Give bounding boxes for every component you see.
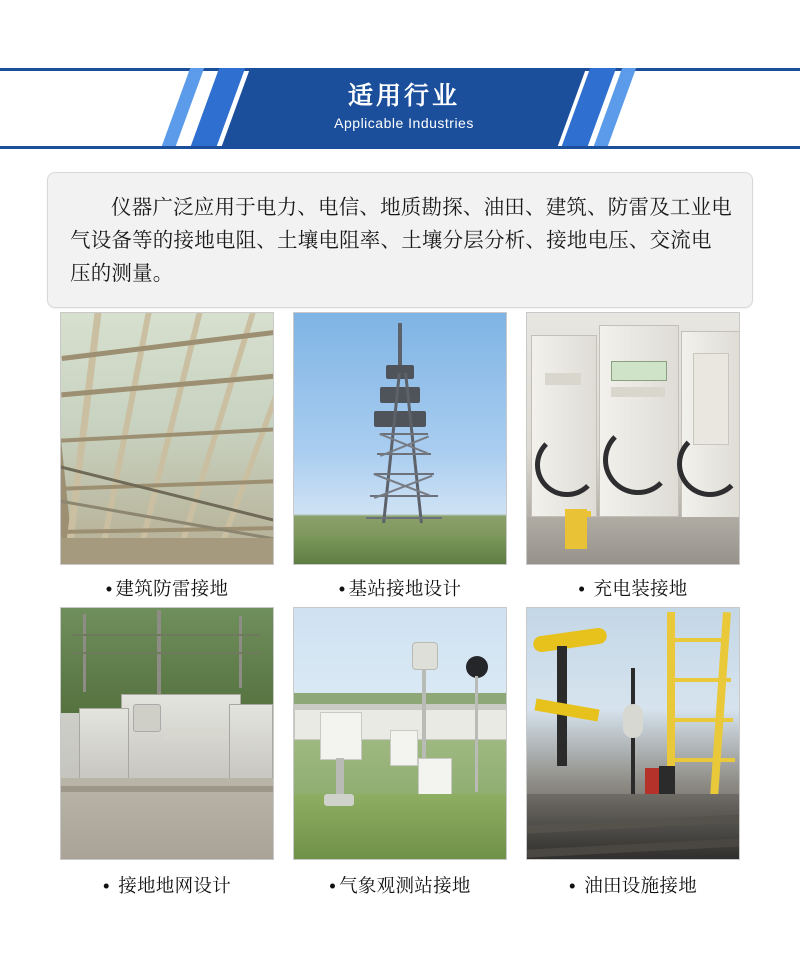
gallery-cell: [526, 607, 740, 898]
caption-bullet: •: [329, 875, 337, 896]
caption-text: 基站接地设计: [348, 578, 462, 599]
intro-paragraph: 仪器广泛应用于电力、电信、地质勘探、油田、建筑、防雷及工业电气设备等的接地电阻、土壤电阻率、土壤分层分析、接地电压、交流电压的测量。: [70, 196, 732, 286]
gallery-row: [60, 607, 740, 898]
gallery-cell: [60, 607, 274, 898]
caption-text: 接地地网设计: [118, 875, 232, 896]
caption-bullet: •: [338, 578, 346, 599]
header-bottom-rule: [0, 146, 800, 149]
building-lightning-protection-photo: [60, 312, 274, 565]
caption-bullet: •: [102, 875, 110, 896]
charging-station-grounding-photo: [526, 312, 740, 565]
page-header: [0, 0, 800, 160]
page-subtitle: Applicable Industries: [334, 115, 474, 132]
caption-text: 充电装接地: [593, 578, 688, 599]
page-title: 适用行业: [347, 81, 460, 110]
caption-text: 油田设施接地: [584, 875, 698, 896]
photo-caption: [526, 860, 740, 898]
grounding-grid-design-photo: [60, 607, 274, 860]
caption-bullet: •: [568, 875, 576, 896]
gallery-cell: [526, 312, 740, 601]
photo-caption: [60, 565, 274, 601]
photo-caption: [293, 860, 507, 898]
oilfield-facility-grounding-photo: [526, 607, 740, 860]
photo-caption: [293, 565, 507, 601]
photo-caption: [60, 860, 274, 898]
intro-box: [47, 172, 753, 308]
gallery-cell: [293, 607, 507, 898]
base-station-grounding-photo: [293, 312, 507, 565]
caption-bullet: •: [105, 578, 113, 599]
caption-text: 建筑防雷接地: [115, 578, 229, 599]
industry-gallery: [60, 312, 740, 904]
gallery-cell: [60, 312, 274, 601]
weather-station-grounding-photo: [293, 607, 507, 860]
gallery-cell: [293, 312, 507, 601]
gallery-row: [60, 312, 740, 601]
caption-text: 气象观测站接地: [339, 875, 471, 896]
caption-bullet: •: [578, 578, 586, 599]
banner-text-group: [236, 68, 572, 146]
photo-caption: [526, 565, 740, 601]
